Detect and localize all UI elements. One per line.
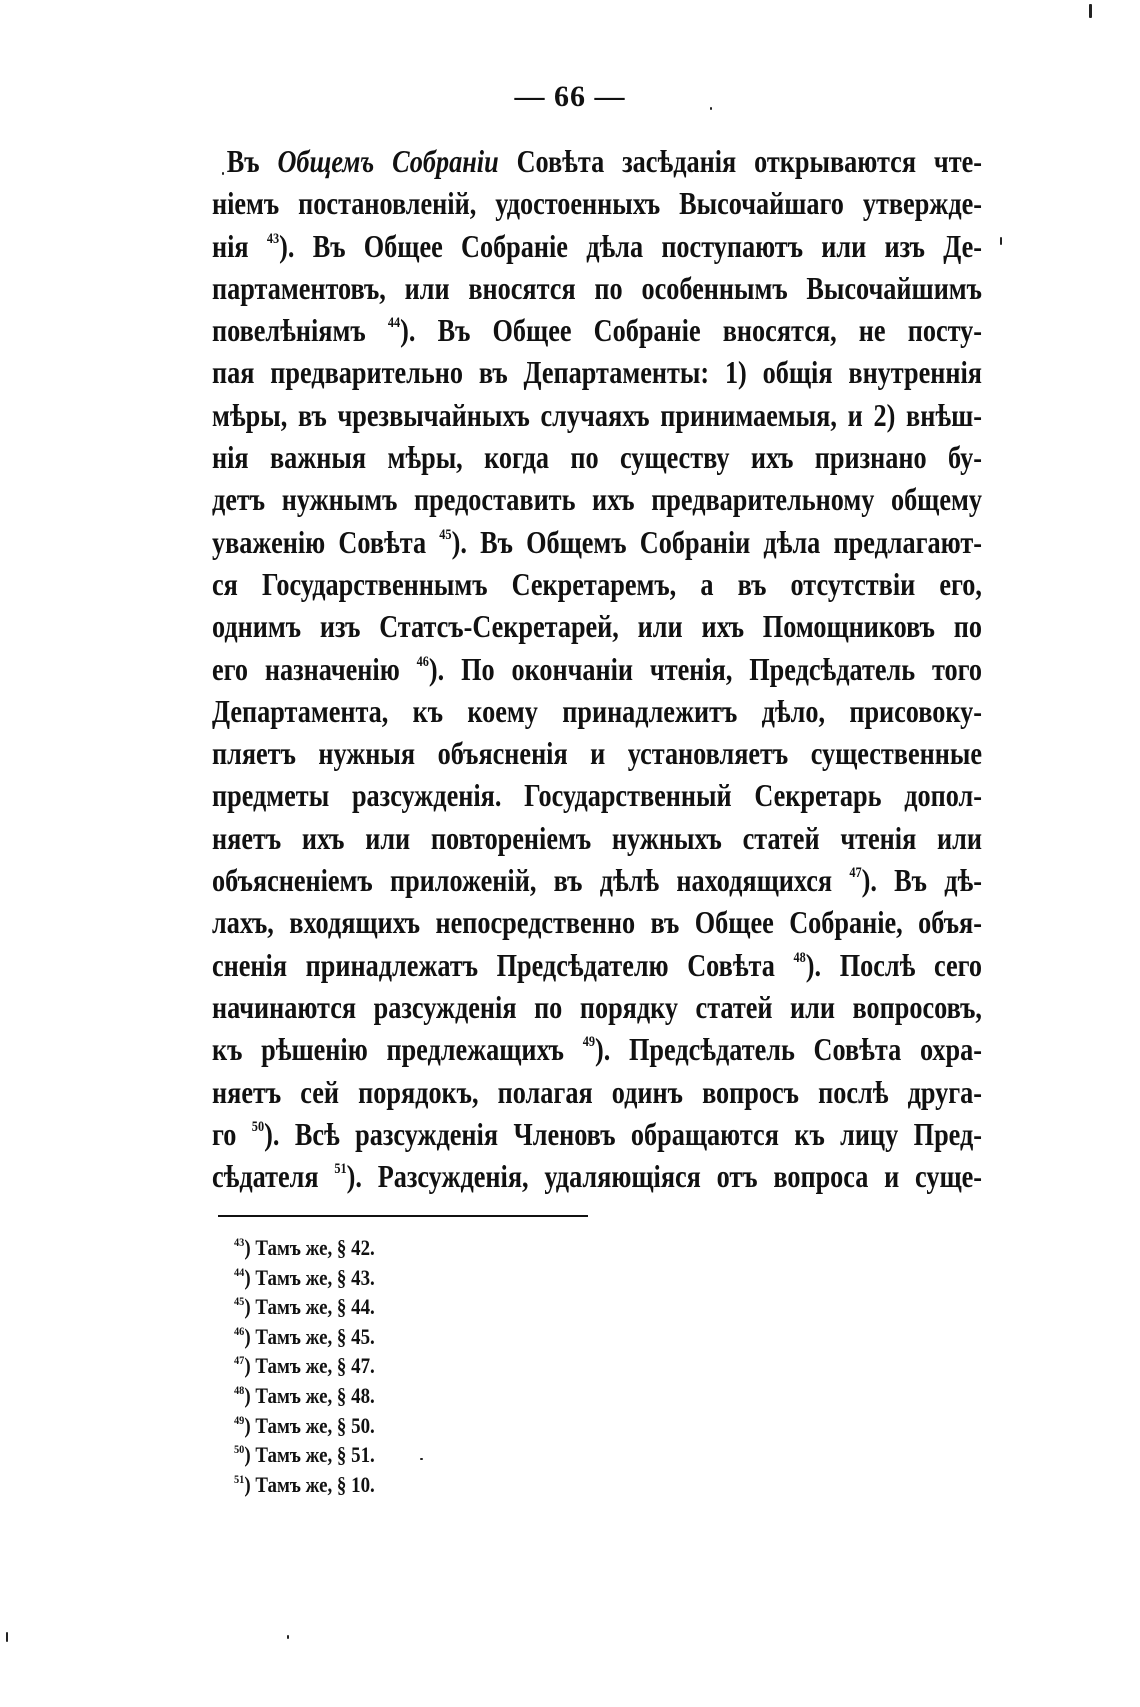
footnote-number: 45 bbox=[234, 1294, 245, 1309]
footnote: $^{46}$) Тамъ же, § 45. bbox=[234, 1323, 375, 1349]
text-line: го $^{50}$). Всѣ разсужденія Членовъ обращаются къ лицу Пред- bbox=[212, 1115, 982, 1152]
footnote-ref[interactable]: 49 bbox=[582, 1034, 595, 1051]
footnote-ref[interactable]: 43 bbox=[266, 230, 280, 247]
footnote-number: 48 bbox=[234, 1382, 245, 1397]
text-line: лахъ, входящихъ непосредственно въ Общее Собраніе, объя- bbox=[212, 904, 982, 941]
text-line: няетъ ихъ или повтореніемъ нужныхъ статей чтенія или bbox=[212, 819, 982, 856]
text-line: партаментовъ, или вносятся по особеннымъ Высочайшимъ bbox=[212, 269, 982, 306]
text-line: Департамента, къ коему принадлежитъ дѣло, присовоку- bbox=[212, 692, 982, 729]
footnote-number: 49 bbox=[234, 1412, 245, 1427]
page-number: — 66 — bbox=[514, 80, 626, 113]
footnote-ref[interactable]: 47 bbox=[849, 865, 862, 882]
scan-speck bbox=[6, 1632, 8, 1642]
text-line: няетъ сей порядокъ, полагая одинъ вопросъ послѣ друга- bbox=[212, 1073, 982, 1110]
text-line: ніемъ постановленій, удостоенныхъ Высочайшаго утвержде- bbox=[212, 185, 982, 222]
text-line: сѣдателя $^{51}$). Разсужденія, удаляющіяся отъ вопроса и суще- bbox=[212, 1158, 982, 1195]
scan-speck bbox=[287, 1635, 289, 1639]
text-line: его назначенію $^{46}$). По окончаніи чтенія, Предсѣдатель того bbox=[212, 650, 982, 687]
footnote: $^{49}$) Тамъ же, § 50. bbox=[234, 1412, 375, 1438]
text-line: объясненіемъ приложеній, въ дѣлѣ находящихся $^{47}$). Въ дѣ- bbox=[212, 862, 982, 899]
body-text bbox=[212, 140, 982, 1197]
text-line: однимъ изъ Статсъ-Секретарей, или ихъ Помощниковъ по bbox=[212, 608, 982, 645]
scan-speck bbox=[222, 172, 224, 175]
italic-phrase: Общемъ Собраніи bbox=[277, 143, 499, 179]
footnote: $^{50}$) Тамъ же, § 51. bbox=[234, 1442, 375, 1468]
footnote-number: 47 bbox=[234, 1353, 245, 1368]
footnote-number: 43 bbox=[234, 1235, 245, 1249]
footnote: $^{47}$) Тамъ же, § 47. bbox=[234, 1353, 375, 1379]
text-line: къ рѣшенію предлежащихъ $^{49}$). Предсѣдатель Совѣта охра- bbox=[212, 1031, 982, 1068]
text-line: пая предварительно въ Департаменты: 1) общія внутреннія bbox=[212, 354, 982, 391]
scan-speck bbox=[1000, 237, 1002, 245]
footnotes-list bbox=[234, 1233, 398, 1499]
footnote-ref[interactable]: 48 bbox=[793, 949, 806, 966]
footnote-number: 50 bbox=[234, 1442, 245, 1457]
footnote-number: 46 bbox=[234, 1323, 245, 1338]
text-line: предметы разсужденія. Государственный Секретарь допол- bbox=[212, 777, 982, 814]
text-line: детъ нужнымъ предоставить ихъ предварительному общему bbox=[212, 481, 982, 518]
text-line: нія $^{43}$). Въ Общее Собраніе дѣла поступаютъ или изъ Де- bbox=[212, 227, 982, 264]
text-line: Въ Общемъ Собраніи Совѣта засѣданія открываются чте- bbox=[226, 143, 982, 179]
footnote: $^{48}$) Тамъ же, § 48. bbox=[234, 1382, 375, 1408]
footnote-ref[interactable]: 50 bbox=[251, 1118, 265, 1135]
scan-speck bbox=[420, 1458, 423, 1460]
text-line: начинаются разсужденія по порядку статей или вопросовъ, bbox=[212, 988, 982, 1025]
text-line: сненія принадлежатъ Предсѣдателю Совѣта $^{48}$). Послѣ сего bbox=[212, 946, 982, 983]
text-line: нія важныя мѣры, когда по существу ихъ признано бу- bbox=[212, 439, 982, 476]
scan-speck bbox=[710, 107, 712, 110]
footnote-ref[interactable]: 45 bbox=[439, 526, 452, 543]
footnote-ref[interactable]: 51 bbox=[334, 1161, 347, 1178]
footnote: $^{45}$) Тамъ же, § 44. bbox=[234, 1294, 375, 1320]
text-line: пляетъ нужныя объясненія и установляетъ существенные bbox=[212, 735, 982, 772]
footnote: $^{43}$) Тамъ же, § 42. bbox=[234, 1235, 375, 1260]
footnote-ref[interactable]: 44 bbox=[387, 315, 401, 332]
footnote-number: 51 bbox=[234, 1471, 245, 1486]
footnote-number: 44 bbox=[234, 1264, 245, 1279]
scan-speck bbox=[1089, 4, 1092, 18]
text-line: мѣры, въ чрезвычайныхъ случаяхъ принимаемыя, и 2) внѣш- bbox=[212, 396, 982, 433]
footnote: $^{44}$) Тамъ же, § 43. bbox=[234, 1264, 375, 1290]
footnote: $^{51}$) Тамъ же, § 10. bbox=[234, 1471, 375, 1497]
text-line: повелѣніямъ $^{44}$). Въ Общее Собраніе вносятся, не посту- bbox=[212, 312, 982, 349]
text-line: уваженію Совѣта $^{45}$). Въ Общемъ Собраніи дѣла предлагают- bbox=[212, 523, 982, 560]
footnote-ref[interactable]: 46 bbox=[416, 653, 429, 670]
footnote-divider bbox=[218, 1215, 588, 1217]
text-line: ся Государственнымъ Секретаремъ, а въ отсутствіи его, bbox=[212, 565, 982, 602]
